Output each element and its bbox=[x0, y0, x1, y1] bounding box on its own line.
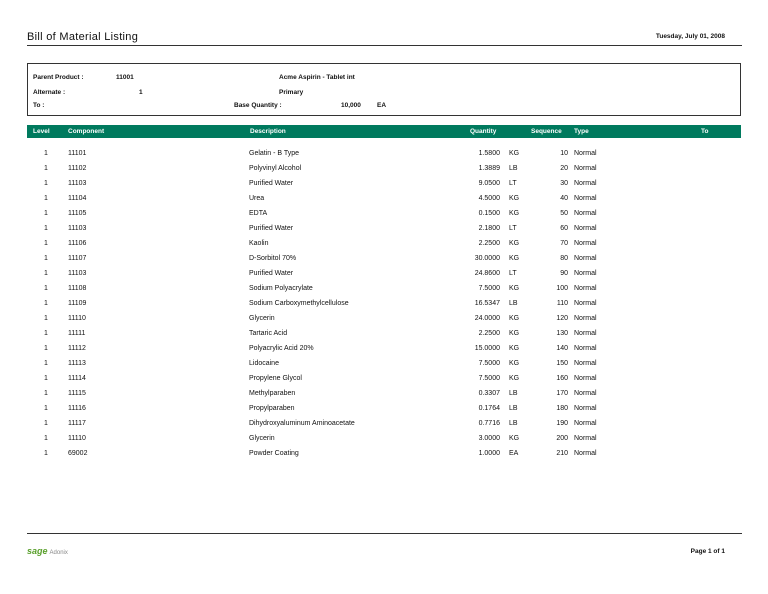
row-quantity: 7.5000 bbox=[478, 360, 500, 367]
row-component: 11102 bbox=[68, 165, 87, 172]
row-level: 1 bbox=[44, 405, 48, 412]
row-type: Normal bbox=[574, 285, 597, 292]
table-row bbox=[0, 225, 768, 240]
row-type: Normal bbox=[574, 435, 597, 442]
table-row bbox=[0, 330, 768, 345]
row-type: Normal bbox=[574, 240, 597, 247]
row-uom: EA bbox=[509, 450, 519, 457]
row-sequence: 100 bbox=[556, 285, 568, 292]
row-uom: KG bbox=[509, 345, 520, 352]
header-type: Type bbox=[574, 128, 589, 135]
row-component: 11107 bbox=[68, 255, 87, 262]
row-description: Glycerin bbox=[249, 435, 275, 442]
row-quantity: 24.0000 bbox=[474, 315, 500, 322]
report-title: Bill of Material Listing bbox=[27, 31, 139, 43]
row-quantity: 24.8600 bbox=[474, 270, 500, 277]
row-type: Normal bbox=[574, 255, 597, 262]
row-level: 1 bbox=[44, 390, 48, 397]
base-quantity-uom: EA bbox=[377, 102, 387, 109]
row-sequence: 150 bbox=[556, 360, 568, 367]
row-type: Normal bbox=[574, 300, 597, 307]
row-level: 1 bbox=[44, 210, 48, 217]
row-type: Normal bbox=[574, 450, 597, 457]
row-sequence: 10 bbox=[560, 150, 568, 157]
row-quantity: 1.0000 bbox=[478, 450, 500, 457]
row-description: Propylene Glycol bbox=[249, 375, 302, 382]
row-uom: LT bbox=[509, 225, 517, 232]
table-row bbox=[0, 345, 768, 360]
row-sequence: 110 bbox=[556, 300, 568, 307]
row-quantity: 2.1800 bbox=[478, 225, 500, 232]
row-component: 11109 bbox=[68, 300, 87, 307]
row-component: 11112 bbox=[68, 345, 86, 352]
row-component: 11104 bbox=[68, 195, 87, 202]
row-uom: LB bbox=[509, 420, 518, 427]
row-description: Dihydroxyaluminum Aminoacetate bbox=[249, 420, 355, 427]
to-label: To : bbox=[33, 102, 45, 109]
alternate-description: Primary bbox=[279, 89, 304, 96]
row-component: 11117 bbox=[68, 420, 86, 427]
row-sequence: 140 bbox=[556, 345, 568, 352]
header-component: Component bbox=[68, 128, 105, 135]
row-description: D-Sorbitol 70% bbox=[249, 255, 297, 262]
row-component: 69002 bbox=[68, 450, 88, 457]
row-sequence: 180 bbox=[556, 405, 568, 412]
row-level: 1 bbox=[44, 180, 48, 187]
row-quantity: 1.5800 bbox=[478, 150, 500, 157]
row-level: 1 bbox=[44, 360, 48, 367]
row-component: 11114 bbox=[68, 375, 86, 382]
row-sequence: 60 bbox=[560, 225, 568, 232]
row-type: Normal bbox=[574, 390, 597, 397]
row-component: 11105 bbox=[68, 210, 87, 217]
row-type: Normal bbox=[574, 375, 597, 382]
header-quantity: Quantity bbox=[470, 128, 497, 135]
row-sequence: 30 bbox=[560, 180, 568, 187]
row-uom: LB bbox=[509, 405, 518, 412]
row-level: 1 bbox=[44, 165, 48, 172]
row-component: 11113 bbox=[68, 360, 86, 367]
top-divider bbox=[27, 45, 742, 46]
header-to: To bbox=[701, 128, 709, 135]
base-quantity-value: 10,000 bbox=[341, 102, 361, 109]
row-component: 11106 bbox=[68, 240, 87, 247]
row-description: Glycerin bbox=[249, 315, 275, 322]
row-component: 11103 bbox=[68, 180, 87, 187]
row-quantity: 30.0000 bbox=[474, 255, 500, 262]
row-quantity: 0.3307 bbox=[478, 390, 500, 397]
logo-adonix-text: Adonix bbox=[49, 550, 68, 556]
row-uom: KG bbox=[509, 330, 520, 337]
row-level: 1 bbox=[44, 420, 48, 427]
header-level: Level bbox=[33, 128, 50, 135]
row-quantity: 3.0000 bbox=[478, 435, 500, 442]
row-uom: KG bbox=[509, 240, 520, 247]
row-level: 1 bbox=[44, 285, 48, 292]
row-component: 11116 bbox=[68, 405, 86, 412]
row-uom: KG bbox=[509, 255, 520, 262]
row-component: 11111 bbox=[68, 330, 86, 337]
row-sequence: 70 bbox=[560, 240, 568, 247]
row-component: 11115 bbox=[68, 390, 86, 397]
row-uom: KG bbox=[509, 195, 520, 202]
row-uom: KG bbox=[509, 315, 520, 322]
row-level: 1 bbox=[44, 450, 48, 457]
table-row bbox=[0, 405, 768, 420]
table-row bbox=[0, 270, 768, 285]
row-type: Normal bbox=[574, 405, 597, 412]
row-quantity: 7.5000 bbox=[478, 285, 500, 292]
row-type: Normal bbox=[574, 165, 597, 172]
row-uom: LB bbox=[509, 300, 518, 307]
parent-product-label: Parent Product : bbox=[33, 74, 84, 81]
row-quantity: 9.0500 bbox=[478, 180, 500, 187]
row-component: 11101 bbox=[68, 150, 87, 157]
row-component: 11110 bbox=[68, 315, 86, 322]
row-sequence: 170 bbox=[556, 390, 568, 397]
row-type: Normal bbox=[574, 360, 597, 367]
row-quantity: 0.7716 bbox=[478, 420, 500, 427]
row-sequence: 130 bbox=[556, 330, 568, 337]
row-quantity: 4.5000 bbox=[478, 195, 500, 202]
row-quantity: 1.3889 bbox=[478, 165, 500, 172]
row-level: 1 bbox=[44, 270, 48, 277]
table-row bbox=[0, 450, 768, 465]
report-date: Tuesday, July 01, 2008 bbox=[655, 33, 725, 40]
row-type: Normal bbox=[574, 330, 597, 337]
parent-product-description: Acme Aspirin - Tablet int bbox=[279, 74, 355, 81]
row-sequence: 190 bbox=[556, 420, 568, 427]
row-component: 11103 bbox=[68, 225, 87, 232]
row-description: Gelatin - B Type bbox=[249, 150, 300, 157]
row-level: 1 bbox=[44, 195, 48, 202]
table-row bbox=[0, 180, 768, 195]
row-component: 11110 bbox=[68, 435, 86, 442]
row-description: Powder Coating bbox=[249, 450, 299, 457]
row-description: Purified Water bbox=[249, 270, 294, 277]
row-sequence: 80 bbox=[560, 255, 568, 262]
row-description: Polyacrylic Acid 20% bbox=[249, 345, 314, 352]
row-level: 1 bbox=[44, 255, 48, 262]
row-description: Tartaric Acid bbox=[249, 330, 288, 337]
row-quantity: 7.5000 bbox=[478, 375, 500, 382]
row-quantity: 0.1764 bbox=[478, 405, 500, 412]
row-type: Normal bbox=[574, 345, 597, 352]
table-header-bar bbox=[27, 125, 741, 138]
row-sequence: 50 bbox=[560, 210, 568, 217]
row-description: Sodium Polyacrylate bbox=[249, 285, 313, 292]
row-uom: KG bbox=[509, 360, 520, 367]
row-description: Lidocaine bbox=[249, 360, 279, 367]
alternate-label: Alternate : bbox=[33, 89, 66, 96]
header-sequence: Sequence bbox=[531, 128, 562, 135]
row-type: Normal bbox=[574, 210, 597, 217]
row-uom: KG bbox=[509, 285, 520, 292]
row-quantity: 16.5347 bbox=[474, 300, 500, 307]
table-row bbox=[0, 150, 768, 165]
row-description: Polyvinyl Alcohol bbox=[249, 165, 302, 172]
row-component: 11108 bbox=[68, 285, 87, 292]
row-uom: LB bbox=[509, 390, 518, 397]
row-description: Purified Water bbox=[249, 225, 294, 232]
row-level: 1 bbox=[44, 345, 48, 352]
row-type: Normal bbox=[574, 225, 597, 232]
row-level: 1 bbox=[44, 240, 48, 247]
row-sequence: 210 bbox=[556, 450, 568, 457]
row-description: Methylparaben bbox=[249, 390, 296, 397]
row-level: 1 bbox=[44, 300, 48, 307]
table-row bbox=[0, 255, 768, 270]
row-type: Normal bbox=[574, 270, 597, 277]
base-quantity-label: Base Quantity : bbox=[234, 102, 282, 109]
row-uom: LB bbox=[509, 165, 518, 172]
row-sequence: 20 bbox=[560, 165, 568, 172]
row-type: Normal bbox=[574, 150, 597, 157]
parent-product-value: 11001 bbox=[116, 74, 134, 81]
row-type: Normal bbox=[574, 315, 597, 322]
table-row bbox=[0, 300, 768, 315]
row-level: 1 bbox=[44, 315, 48, 322]
row-type: Normal bbox=[574, 180, 597, 187]
row-sequence: 90 bbox=[560, 270, 568, 277]
table-row bbox=[0, 210, 768, 225]
table-row bbox=[0, 375, 768, 390]
row-level: 1 bbox=[44, 330, 48, 337]
row-level: 1 bbox=[44, 150, 48, 157]
row-sequence: 40 bbox=[560, 195, 568, 202]
row-uom: KG bbox=[509, 375, 520, 382]
table-row bbox=[0, 240, 768, 255]
row-quantity: 2.2500 bbox=[478, 240, 500, 247]
row-description: EDTA bbox=[249, 210, 268, 217]
page-number: Page 1 of 1 bbox=[690, 548, 725, 555]
row-description: Urea bbox=[249, 195, 265, 202]
row-quantity: 2.2500 bbox=[478, 330, 500, 337]
logo-sage-text: sage bbox=[27, 546, 48, 556]
row-type: Normal bbox=[574, 195, 597, 202]
row-uom: KG bbox=[509, 435, 520, 442]
row-uom: LT bbox=[509, 180, 517, 187]
header-description: Description bbox=[250, 128, 286, 135]
table-row bbox=[0, 435, 768, 450]
sage-adonix-logo bbox=[27, 546, 68, 556]
row-uom: KG bbox=[509, 150, 520, 157]
row-level: 1 bbox=[44, 375, 48, 382]
row-type: Normal bbox=[574, 420, 597, 427]
table-row bbox=[0, 165, 768, 180]
table-row bbox=[0, 315, 768, 330]
table-row bbox=[0, 195, 768, 210]
row-component: 11103 bbox=[68, 270, 87, 277]
row-sequence: 200 bbox=[556, 435, 568, 442]
table-row bbox=[0, 285, 768, 300]
row-quantity: 0.1500 bbox=[478, 210, 500, 217]
row-description: Sodium Carboxymethylcellulose bbox=[249, 300, 349, 307]
row-description: Kaolin bbox=[249, 240, 269, 247]
row-sequence: 160 bbox=[556, 375, 568, 382]
row-description: Propylparaben bbox=[249, 405, 295, 412]
bottom-divider bbox=[27, 533, 742, 534]
row-level: 1 bbox=[44, 435, 48, 442]
row-level: 1 bbox=[44, 225, 48, 232]
alternate-value: 1 bbox=[139, 89, 143, 96]
table-row bbox=[0, 420, 768, 435]
table-row bbox=[0, 360, 768, 375]
row-description: Purified Water bbox=[249, 180, 294, 187]
table-row bbox=[0, 390, 768, 405]
row-sequence: 120 bbox=[556, 315, 568, 322]
row-uom: KG bbox=[509, 210, 520, 217]
row-quantity: 15.0000 bbox=[474, 345, 500, 352]
row-uom: LT bbox=[509, 270, 517, 277]
